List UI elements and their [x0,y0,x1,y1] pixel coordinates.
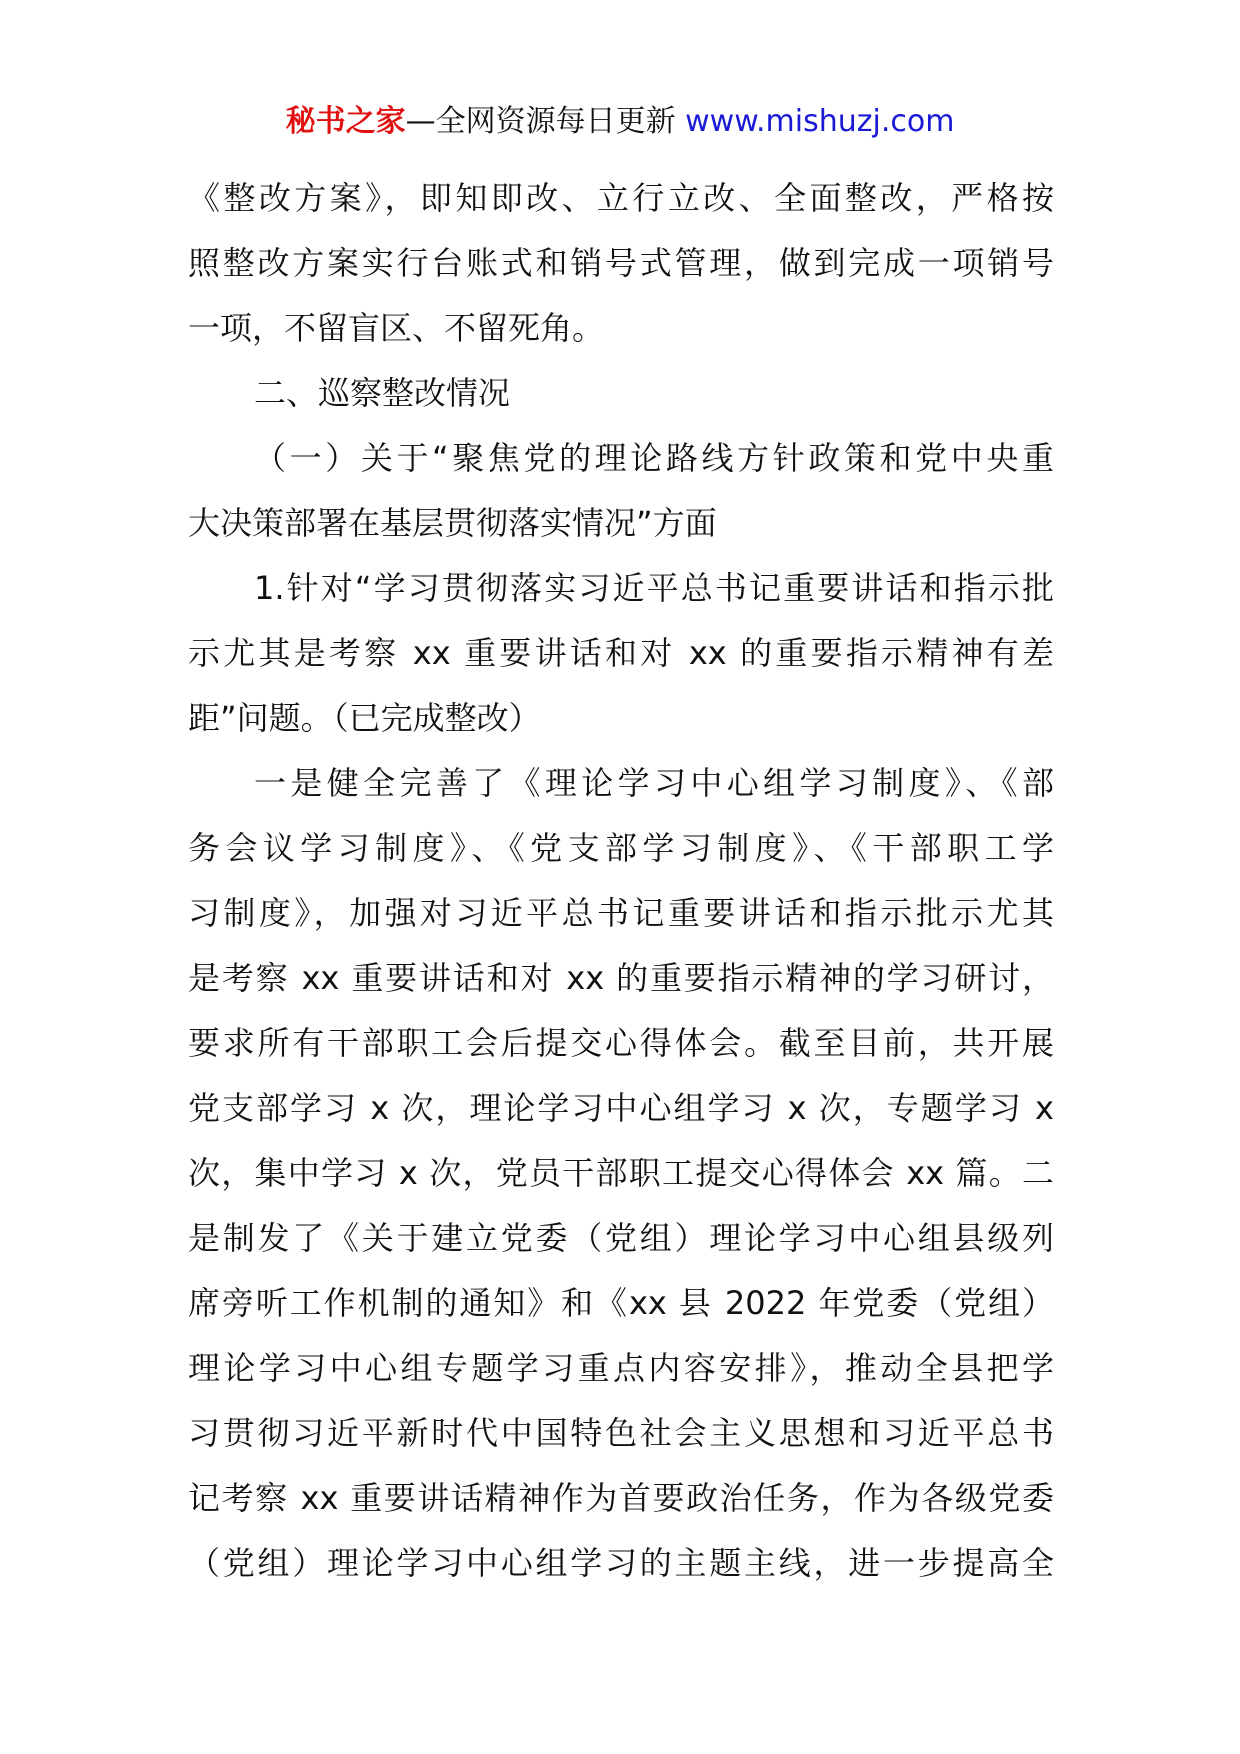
body-text-line: 示尤其是考察 xx 重要讲话和对 xx 的重要指示精神有差 [188,634,1054,672]
header-brand: 秘书之家 [285,104,406,139]
document-body [188,166,1054,1596]
body-text-line: 理论学习中心组专题学习重点内容安排》，推动全县把学 [188,1349,1054,1387]
body-text-line: 是考察 xx 重要讲话和对 xx 的重要指示精神的学习研讨， [188,959,1054,997]
body-text-line: 1.针对“学习贯彻落实习近平总书记重要讲话和指示批 [254,569,1054,607]
body-text-line: 习贯彻习近平新时代中国特色社会主义思想和习近平总书 [188,1414,1054,1452]
body-text-line: 习制度》，加强对习近平总书记重要讲话和指示批示尤其 [188,894,1054,932]
body-text-line: 一是健全完善了《理论学习中心组学习制度》、《部 [254,764,1054,802]
body-text-line: 一项，不留盲区、不留死角。 [188,309,605,347]
body-text-line: 次，集中学习 x 次，党员干部职工提交心得体会 xx 篇。二 [188,1154,1054,1192]
header-tagline: —全网资源每日更新 [405,104,686,139]
body-text-line: 《整改方案》，即知即改、立行立改、全面整改，严格按 [188,179,1054,217]
body-text-line: 记考察 xx 重要讲话精神作为首要政治任务，作为各级党委 [188,1479,1054,1517]
body-text-line: 要求所有干部职工会后提交心得体会。截至目前，共开展 [188,1024,1054,1062]
page-header [0,100,1240,144]
body-text-line: （一）关于“聚焦党的理论路线方针政策和党中央重 [254,439,1054,477]
body-text-line: 二、巡察整改情况 [254,374,511,412]
body-text-line: 距”问题。（已完成整改） [188,699,541,737]
body-text-line: 照整改方案实行台账式和销号式管理，做到完成一项销号 [188,244,1054,282]
body-text-line: 是制发了《关于建立党委（党组）理论学习中心组县级列 [188,1219,1054,1257]
body-text-line: （党组）理论学习中心组学习的主题主线，进一步提高全 [188,1544,1054,1582]
body-text-line: 党支部学习 x 次，理论学习中心组学习 x 次，专题学习 x [188,1089,1054,1127]
body-text-line: 务会议学习制度》、《党支部学习制度》、《干部职工学 [188,829,1054,867]
header-site-link[interactable]: www.mishuzj.com [685,104,955,139]
body-text-line: 大决策部署在基层贯彻落实情况”方面 [188,504,717,542]
body-text-line: 席旁听工作机制的通知》和《xx 县 2022 年党委（党组） [188,1284,1054,1322]
